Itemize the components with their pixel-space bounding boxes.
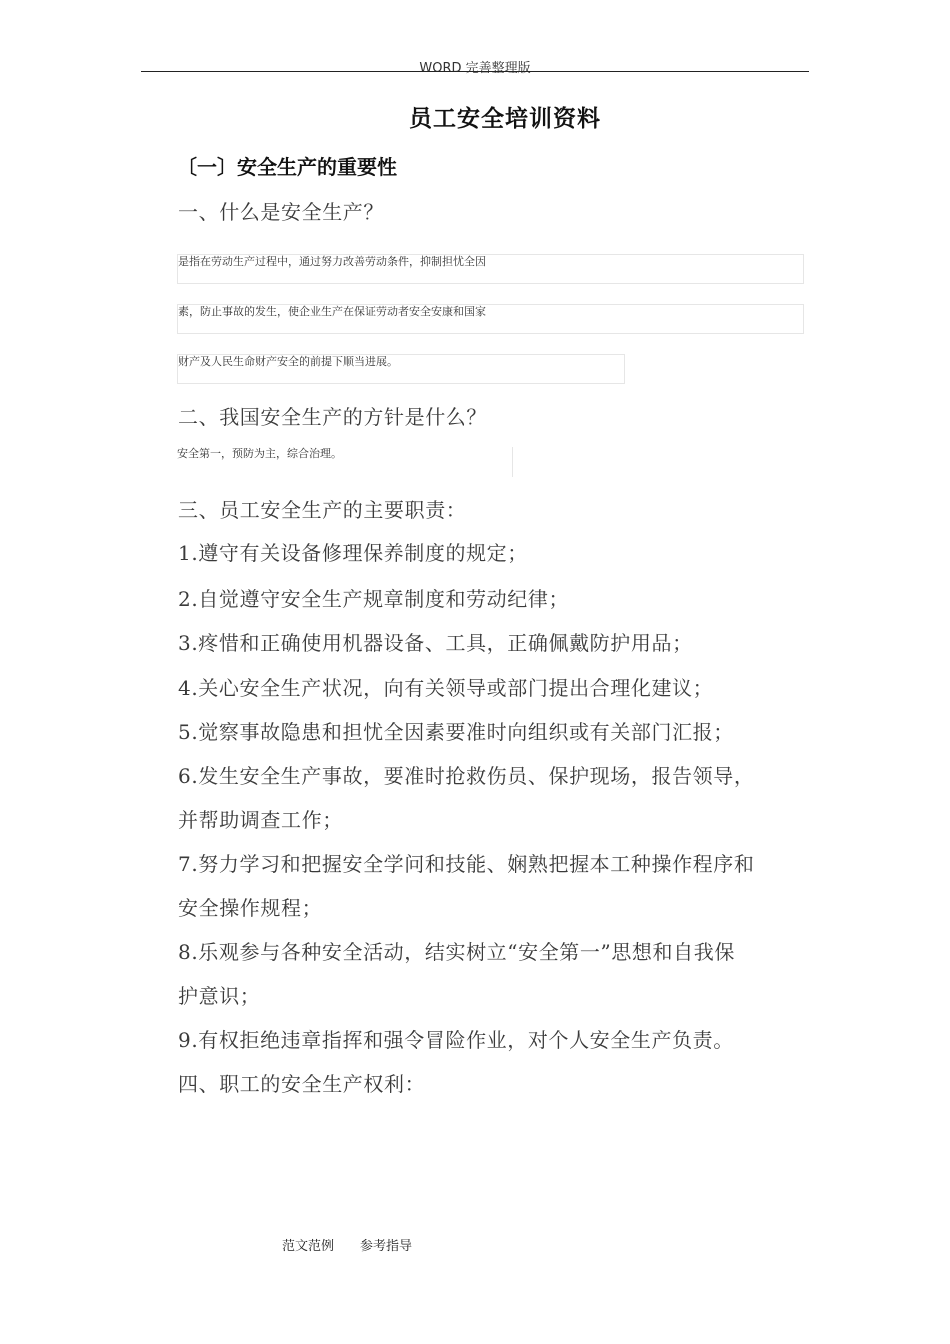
answer-1-line-2: 素，防止事故的发生，使企业生产在保证劳动者安全安康和国家	[177, 304, 804, 334]
section-heading: 〔一〕安全生产的重要性	[177, 155, 397, 179]
duty-item: 2.自觉遵守安全生产规章制度和劳动纪律；	[178, 587, 570, 611]
question-4: 四、职工的安全生产权利：	[178, 1072, 426, 1096]
duty-item: 4.关心安全生产状况，向有关领导或部门提出合理化建议；	[178, 676, 714, 700]
footer-right: 参考指导	[360, 1239, 413, 1254]
question-1: 一、什么是安全生产？	[178, 200, 384, 224]
header-divider	[141, 71, 809, 72]
page-header: WORD 完善整理版	[419, 61, 531, 76]
duty-item: 7.努力学习和把握安全学问和技能、娴熟把握本工种操作程序和	[178, 852, 755, 876]
duty-item: 并帮助调查工作；	[178, 808, 343, 832]
duty-item: 护意识；	[178, 984, 261, 1008]
duty-item: 5.觉察事故隐患和担忧全因素要准时向组织或有关部门汇报；	[178, 720, 734, 744]
question-3: 三、员工安全生产的主要职责：	[178, 498, 467, 522]
answer-2: 安全第一，预防为主，综合治理。	[177, 447, 513, 477]
question-2: 二、我国安全生产的方针是什么？	[178, 405, 487, 429]
duty-item: 安全操作规程；	[178, 896, 323, 920]
duty-item: 9.有权拒绝违章指挥和强令冒险作业，对个人安全生产负责。	[178, 1028, 734, 1052]
duty-item: 8.乐观参与各种安全活动，结实树立“安全第一”思想和自我保	[178, 940, 735, 964]
duty-item: 6.发生安全生产事故，要准时抢救伤员、保护现场，报告领导，	[178, 764, 755, 788]
document-title: 员工安全培训资料	[409, 106, 601, 132]
answer-1-line-1: 是指在劳动生产过程中，通过努力改善劳动条件，抑制担忧全因	[177, 254, 804, 284]
duty-item: 1.遵守有关设备修理保养制度的规定；	[178, 541, 528, 565]
footer-left: 范文范例	[282, 1239, 335, 1254]
duty-item: 3.疼惜和正确使用机器设备、工具，正确佩戴防护用品；	[178, 631, 693, 655]
answer-1-line-3: 财产及人民生命财产安全的前提下顺当进展。	[177, 354, 625, 384]
